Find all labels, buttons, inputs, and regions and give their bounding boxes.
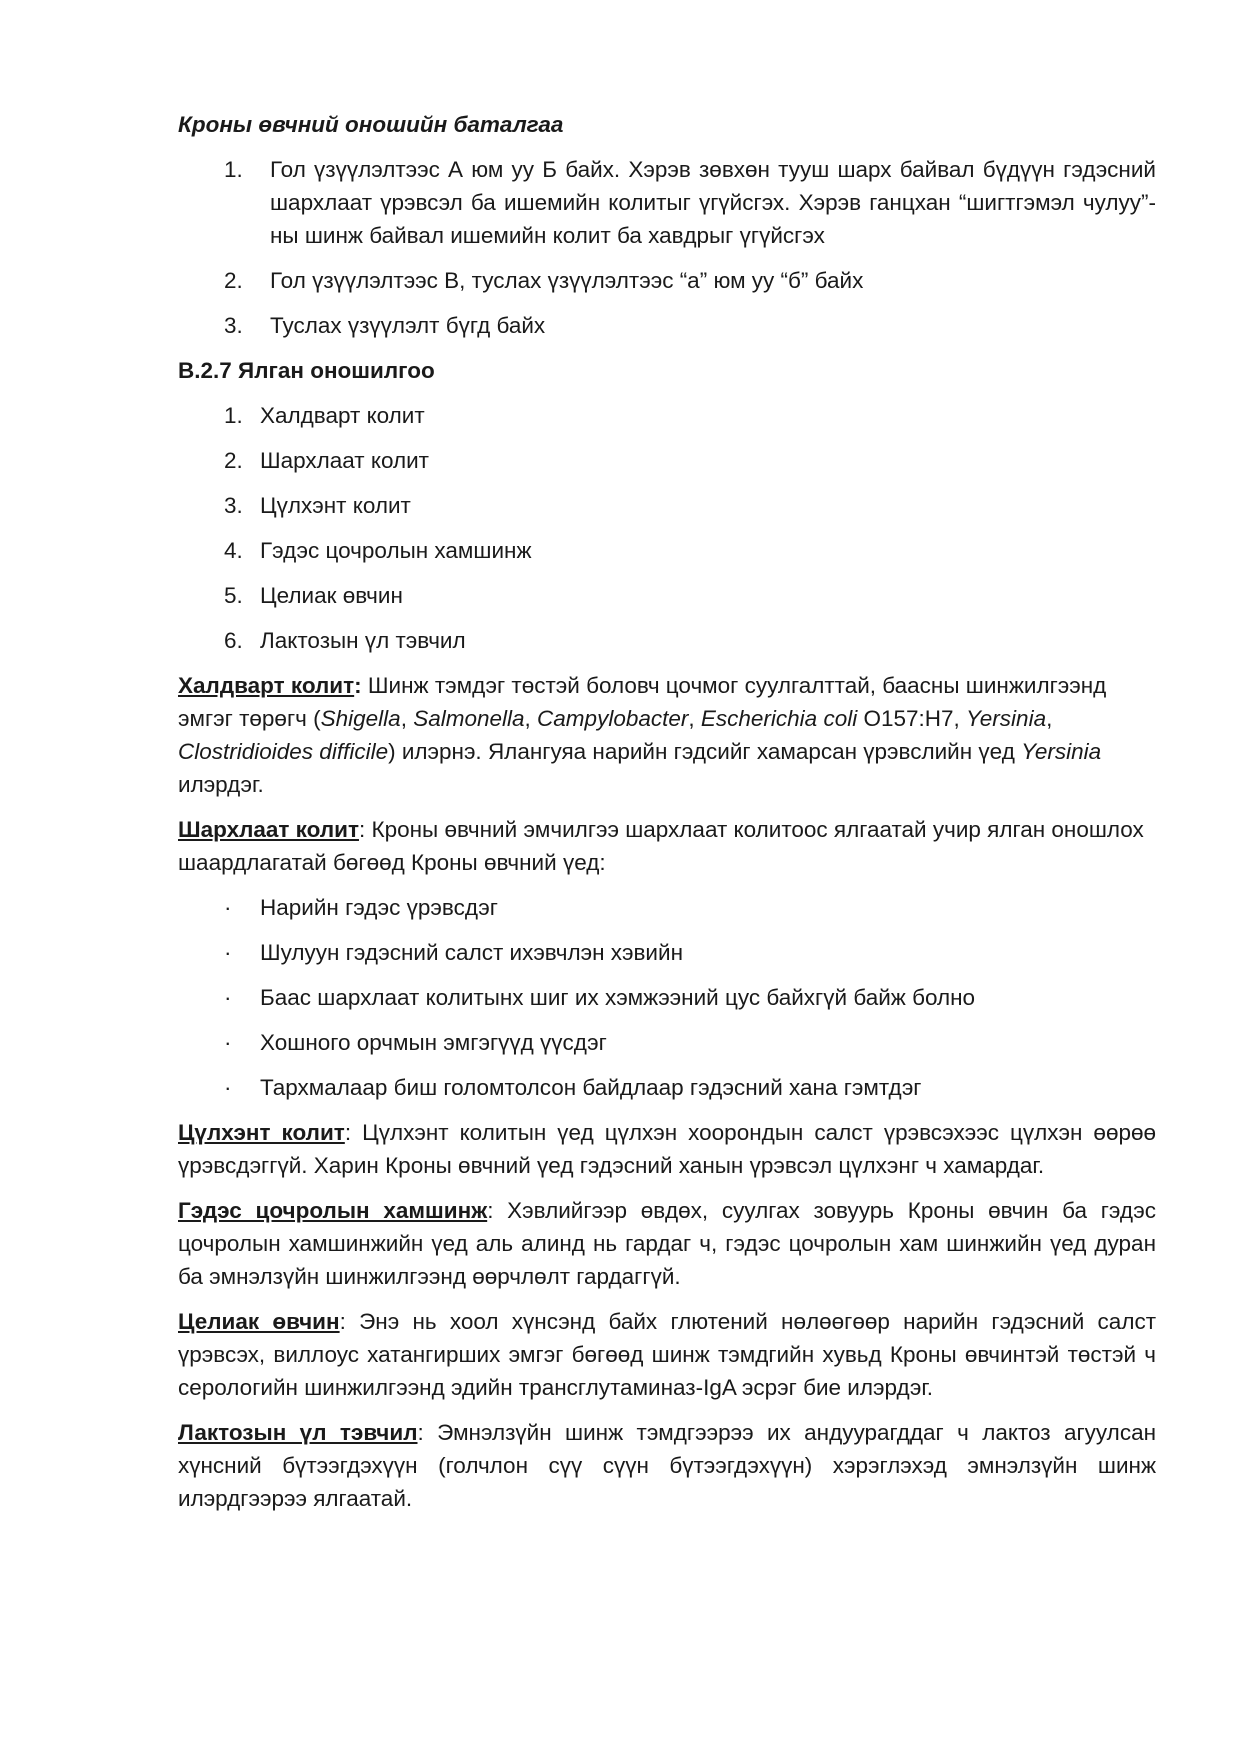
- paragraph-text: ,: [400, 706, 414, 731]
- list-number: 2.: [224, 448, 243, 473]
- list-text: Баас шархлаат колитынх шиг их хэмжээний цус байхгүй байж болно: [260, 985, 976, 1010]
- paragraph-text: илэрдэг.: [178, 772, 264, 797]
- paragraph-text: : Кроны өвчний эмчилгээ шархлаат колитоос ялгаатай учир ялган оношлох шаардлагатай бөгөөд Кроны өвчний үед:: [178, 817, 1144, 875]
- lactose-intolerance-lead: Лактозын үл тэвчил: [178, 1420, 418, 1445]
- paragraph-text: ,: [524, 706, 538, 731]
- bullet-icon: ·: [224, 1030, 232, 1055]
- list-text: Хошного орчмын эмгэгүүд үүсдэг: [260, 1030, 607, 1055]
- list-number: 4.: [224, 538, 243, 563]
- list-item: [178, 1026, 1156, 1059]
- list-text: Лактозын үл тэвчил: [260, 628, 466, 653]
- celiac-paragraph: [178, 1305, 1156, 1404]
- list-text: Халдварт колит: [260, 403, 425, 428]
- list-item: [178, 891, 1156, 924]
- pathogen-name: Yersinia: [966, 706, 1047, 731]
- bullet-icon: ·: [224, 940, 232, 965]
- list-number: 3.: [224, 493, 243, 518]
- list-text: Шархлаат колит: [260, 448, 429, 473]
- paragraph-text: Шинж тэмдэг төстэй боловч цочмог суулгалттай, баасны шинжилгээнд эмгэг төрөгч (: [178, 673, 1107, 731]
- pathogen-name: Escherichia coli: [700, 706, 858, 731]
- list-text: Нарийн гэдэс үрэвсдэг: [260, 895, 498, 920]
- pathogen-name: Salmonella: [413, 706, 525, 731]
- list-item: [178, 936, 1156, 969]
- pathogen-name: Yersinia: [1021, 739, 1102, 764]
- paragraph-text: ,: [688, 706, 701, 731]
- paragraph-text: O157:H7,: [857, 706, 967, 731]
- list-text: Тархмалаар биш голомтолсон байдлаар гэдэсний хана гэмтдэг: [260, 1075, 922, 1100]
- list-item: [178, 264, 1156, 297]
- list-number: 3.: [224, 313, 243, 338]
- paragraph-text: : Хэвлийгээр өвдөх, суулгах зовуурь Кроны өвчин ба гэдэс цочролын хамшинжийн үед аль алинд нь гардаг ч, гэдэс цочролын хам шинжийн үед дуран ба эмнэлзүйн шинжилгээнд өөрчлөлт гардаггүй.: [178, 1198, 1156, 1289]
- crohn-features-list: [178, 891, 1156, 1104]
- list-text: Шулуун гэдэсний салст ихэвчлэн хэвийн: [260, 940, 683, 965]
- paragraph-text: : Эмнэлзүйн шинж тэмдгээрээ их андуурагддаг ч лактоз агуулсан хүнсний бүтээгдэхүүн (голчлон сүү сүүн бүтээгдэхүүн) хэрэглэхэд эмнэлзүйн шинж илэрдгээрээ ялгаатай.: [178, 1420, 1157, 1511]
- list-item: [178, 579, 1156, 612]
- list-item: [178, 399, 1156, 432]
- list-item: [178, 444, 1156, 477]
- pathogen-name: Shigella: [320, 706, 401, 731]
- diverticular-colitis-paragraph: [178, 1116, 1156, 1182]
- list-number: 5.: [224, 583, 243, 608]
- infectious-colitis-paragraph: [178, 669, 1156, 801]
- ulcerative-colitis-paragraph: [178, 813, 1156, 879]
- list-text: Гэдэс цочролын хамшинж: [260, 538, 532, 563]
- list-item: [178, 153, 1156, 252]
- list-item: [178, 489, 1156, 522]
- bullet-icon: ·: [224, 985, 232, 1010]
- list-item: [178, 1071, 1156, 1104]
- list-text: Целиак өвчин: [260, 583, 403, 608]
- paragraph-text: : Энэ нь хоол хүнсэнд байх глютений нөлөөгөөр нарийн гэдэсний салст үрэвсэх, виллоус хатангирших эмгэг бөгөөд шинж тэмдгийн хувьд Кроны өвчинтэй төстэй ч серологийн шинжилгээнд эдийн трансглутаминаз-IgA эсрэг бие илэрдэг.: [178, 1309, 1156, 1400]
- pathogen-name: Clostridioides difficile: [178, 739, 389, 764]
- celiac-lead: Целиак өвчин: [178, 1309, 340, 1334]
- paragraph-text: ,: [1046, 706, 1053, 731]
- ulcerative-colitis-lead: Шархлаат колит: [178, 817, 359, 842]
- paragraph-text: ) илэрнэ. Ялангуяа нарийн гэдсийг хамарсан үрэвслийн үед: [388, 739, 1022, 764]
- confirmation-list: [178, 153, 1156, 342]
- ibs-lead: Гэдэс цочролын хамшинж: [178, 1198, 488, 1223]
- ibs-paragraph: [178, 1194, 1156, 1293]
- diverticular-colitis-lead: Цүлхэнт колит: [178, 1120, 345, 1145]
- paragraph-text: : Цүлхэнт колитын үед цүлхэн хоорондын салст үрэвсэхээс цүлхэн өөрөө үрэвсдэггүй. Харин Кроны өвчний үед гэдэсний ханын үрэвсэл цүлхэнг ч хамардаг.: [178, 1120, 1156, 1178]
- list-text: Туслах үзүүлэлт бүгд байх: [270, 313, 546, 338]
- list-item: [178, 309, 1156, 342]
- list-item: [178, 981, 1156, 1014]
- list-item: [178, 624, 1156, 657]
- list-item: [178, 534, 1156, 567]
- confirmation-heading: Кроны өвчний оношийн баталгаа: [178, 112, 564, 137]
- list-text: Цүлхэнт колит: [260, 493, 411, 518]
- list-number: 6.: [224, 628, 243, 653]
- pathogen-name: Campylobacter: [537, 706, 689, 731]
- lead-colon: :: [354, 673, 362, 698]
- bullet-icon: ·: [224, 1075, 232, 1100]
- bullet-icon: ·: [224, 895, 232, 920]
- list-number: 1.: [224, 403, 243, 428]
- differential-list: [178, 399, 1156, 657]
- list-text: Гол үзүүлэлтээс В, туслах үзүүлэлтээс “а” юм уу “б” байх: [270, 268, 864, 293]
- document-page: [178, 108, 1156, 1527]
- list-number: 2.: [224, 268, 243, 293]
- differential-heading: В.2.7 Ялган оношилгоо: [178, 358, 435, 383]
- list-text: Гол үзүүлэлтээс А юм уу Б байх. Хэрэв зөвхөн тууш шарх байвал бүдүүн гэдэсний шархлаат үрэвсэл ба ишемийн колитыг үгүйсгэх. Хэрэв ганцхан “шигтгэмэл чулуу”-ны шинж байвал ишемийн колит ба хавдрыг үгүйсгэх: [270, 157, 1156, 248]
- infectious-colitis-lead: Халдварт колит: [178, 673, 355, 698]
- list-number: 1.: [224, 157, 243, 182]
- lactose-intolerance-paragraph: [178, 1416, 1156, 1515]
